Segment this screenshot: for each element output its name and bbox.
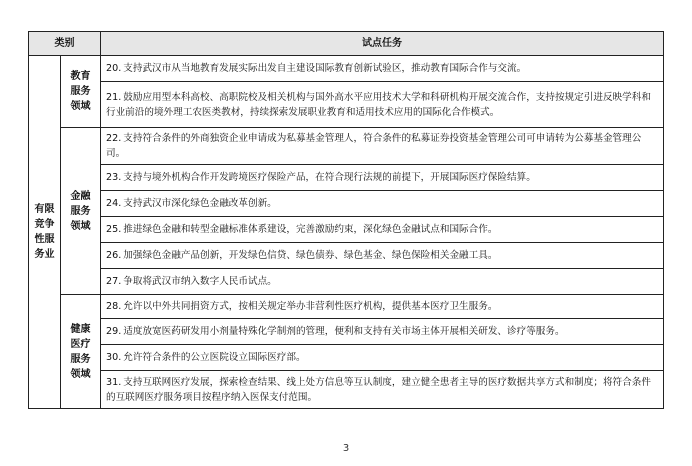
task-text: 鼓励应用型本科高校、高职院校及相关机构与国外高水平应用技术大学和科研机构开展交流合作，支持按规定引进反映学科和行业前沿的境外理工农医类教材，持续探索发展职业教育和适用技术应用的国际化合作模式。 (106, 91, 651, 118)
task-text: 支持武汉市深化绿色金融改革创新。 (123, 198, 277, 209)
task-23 (101, 165, 664, 191)
task-number: 27. (106, 276, 122, 287)
task-text: 适度放宽医药研发用小剂量特殊化学制剂的管理，便利和支持有关市场主体开展相关研发、诊疗等服务。 (123, 326, 565, 337)
task-number: 26. (106, 250, 122, 261)
task-number: 28. (106, 301, 122, 312)
group-health: 健康医疗服务领域 (61, 295, 101, 409)
table-row (29, 345, 664, 371)
task-28 (101, 295, 664, 319)
table-row (29, 56, 664, 82)
table-row (29, 191, 664, 217)
group-finance: 金融服务领域 (61, 128, 101, 295)
task-number: 23. (106, 172, 122, 183)
task-number: 30. (106, 352, 122, 363)
task-text: 争取将武汉市纳入数字人民币试点。 (123, 276, 277, 287)
task-text: 支持互联网医疗发展，探索检查结果、线上处方信息等互认制度，建立健全患者主导的医疗数据共享方式和制度；将符合条件的互联网医疗服务项目按程序纳入医保支付范围。 (106, 376, 651, 403)
task-number: 21. (106, 91, 122, 103)
task-21 (101, 82, 664, 128)
task-31 (101, 371, 664, 409)
task-29 (101, 319, 664, 345)
table-row (29, 243, 664, 269)
table-row (29, 269, 664, 295)
task-20 (101, 56, 664, 82)
task-text: 加强绿色金融产品创新，开发绿色信贷、绿色债券、绿色基金、绿色保险相关金融工具。 (123, 250, 498, 261)
header-category: 类别 (29, 32, 101, 56)
task-number: 25. (106, 224, 122, 235)
table-header-row (29, 32, 664, 56)
header-tasks: 试点任务 (101, 32, 664, 56)
task-number: 20. (106, 63, 122, 74)
task-number: 29. (106, 326, 122, 337)
main-category: 有限竞争性服务业 (29, 56, 61, 409)
task-text: 支持符合条件的外商独资企业申请成为私募基金管理人，符合条件的私募证券投资基金管理公司可申请转为公募基金管理公司。 (106, 133, 642, 159)
task-text: 推进绿色金融和转型金融标准体系建设，完善激励约束，深化绿色金融试点和国际合作。 (123, 224, 498, 235)
task-22 (101, 128, 664, 165)
page-number: 3 (342, 443, 350, 454)
table-row (29, 82, 664, 128)
task-text: 支持武汉市从当地教育发展实际出发自主建设国际教育创新试验区，推动教育国际合作与交流。 (123, 63, 527, 74)
task-number: 22. (106, 133, 122, 144)
task-24 (101, 191, 664, 217)
task-text: 允许符合条件的公立医院设立国际医疗部。 (123, 352, 306, 363)
task-number: 31. (106, 376, 122, 388)
task-number: 24. (106, 198, 122, 209)
task-text: 允许以中外共同捐资方式，按相关规定举办非营利性医疗机构，提供基本医疗卫生服务。 (123, 301, 498, 312)
task-text: 支持与境外机构合作开发跨境医疗保险产品，在符合现行法规的前提下，开展国际医疗保险结算。 (123, 172, 536, 183)
table-row (29, 295, 664, 319)
task-25 (101, 217, 664, 243)
table-row (29, 217, 664, 243)
table-row (29, 165, 664, 191)
task-26 (101, 243, 664, 269)
pilot-tasks-table (28, 31, 664, 409)
table-row (29, 371, 664, 409)
task-27 (101, 269, 664, 295)
group-education: 教育服务领域 (61, 56, 101, 128)
table-row (29, 128, 664, 165)
task-30 (101, 345, 664, 371)
table-row (29, 319, 664, 345)
